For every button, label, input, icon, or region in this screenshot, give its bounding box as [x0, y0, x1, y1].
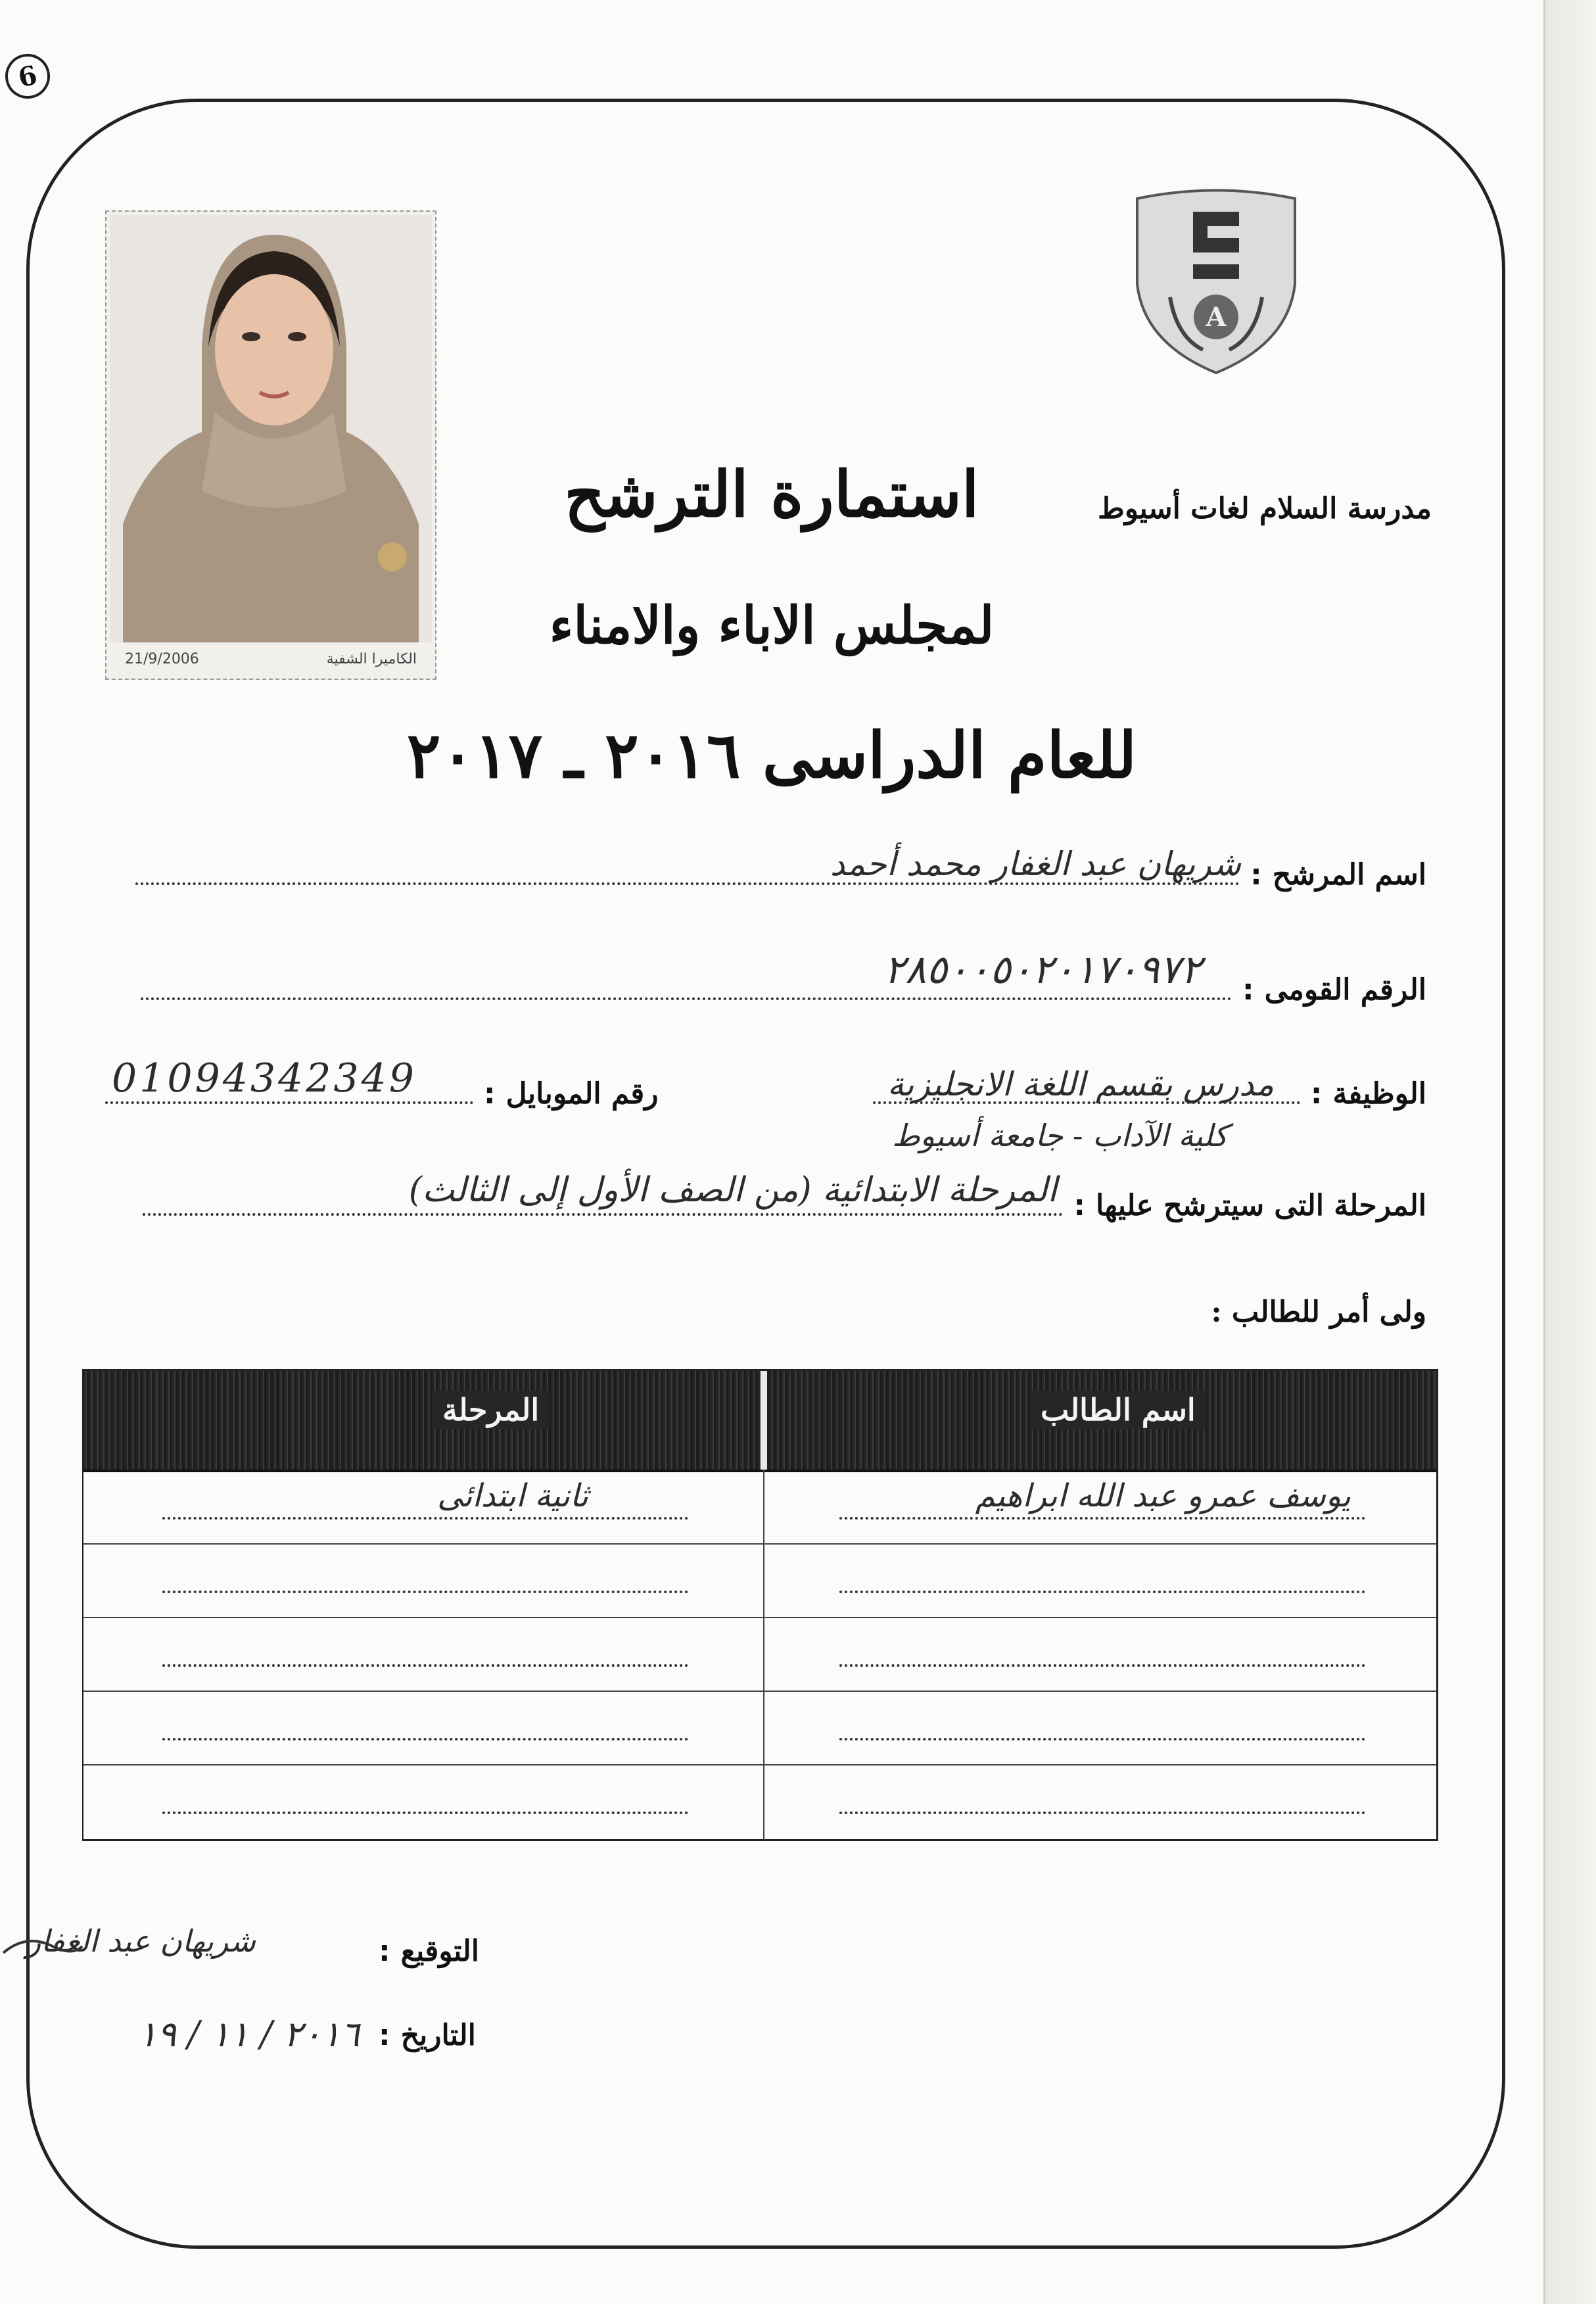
job-field: الوظيفة : — [873, 1077, 1426, 1111]
date-label: التاريخ — [400, 2019, 476, 2052]
stage-value: المرحلة الابتدائية (من الصف الأول إلى الثالث) — [408, 1170, 1057, 1210]
portrait-image — [110, 215, 432, 642]
national-id-value: ٢٨٥٠٠٥٠٢٠١٧٠٩٧٢ — [883, 947, 1202, 993]
signature-label: التوقيع — [400, 1934, 479, 1968]
school-name: مدرسة السلام لغات أسيوط — [1098, 492, 1432, 525]
candidate-name-label: اسم المرشح — [1272, 858, 1426, 892]
job-label: الوظيفة — [1332, 1077, 1426, 1111]
stage-cell[interactable] — [162, 1659, 688, 1667]
stage-label: المرحلة التى سيترشح عليها — [1096, 1189, 1426, 1222]
school-logo — [1131, 185, 1302, 376]
candidate-name-value: شريهان عبد الغفار محمد أحمد — [830, 845, 1241, 883]
signature-flourish — [0, 1927, 85, 1979]
national-id-field: الرقم القومى : — [141, 973, 1426, 1007]
job-value-line2: كلية الآداب - جامعة أسيوط — [892, 1118, 1228, 1153]
guardian-field — [1211, 1295, 1426, 1329]
stage-cell[interactable] — [162, 1733, 688, 1740]
page-number: 6 — [1, 50, 55, 103]
stage-value: ثانية ابتدائى — [437, 1477, 588, 1514]
form-subtitle: لمجلس الاباء والامناء — [549, 596, 995, 656]
table-header — [83, 1371, 1436, 1472]
table-row — [83, 1691, 1436, 1765]
header-stage: المرحلة — [432, 1391, 550, 1429]
student-name-cell[interactable] — [839, 1806, 1365, 1814]
job-value: مدرس بقسم اللغة الانجليزية — [887, 1065, 1274, 1103]
form-title: استمارة الترشح — [564, 457, 979, 531]
table-row — [83, 1617, 1436, 1692]
student-name-value: يوسف عمرو عبد الله ابراهيم — [975, 1477, 1351, 1514]
stage-cell[interactable] — [162, 1806, 688, 1814]
students-table — [82, 1369, 1438, 1841]
photo-studio-label: الكاميرا الشفية — [326, 651, 417, 667]
signature-value: شريهان عبد الغفار — [26, 1923, 256, 1959]
mobile-field: رقم الموبايل : — [105, 1077, 659, 1111]
national-id-label: الرقم القومى — [1264, 973, 1426, 1007]
logo-letter: A — [1206, 302, 1227, 333]
table-body — [83, 1470, 1436, 1839]
candidate-name-field: اسم المرشح : — [135, 858, 1426, 892]
mobile-value: 01094342349 — [112, 1055, 417, 1101]
mobile-label: رقم الموبايل — [505, 1077, 659, 1111]
stage-cell[interactable] — [162, 1512, 688, 1520]
table-row — [83, 1470, 1436, 1545]
date-field: التاريخ : — [379, 2019, 476, 2052]
table-row — [83, 1764, 1436, 1838]
academic-year: للعام الدراسى ٢٠١٦ ـ ٢٠١٧ — [406, 718, 1137, 792]
header-student-name: اسم الطالب — [1030, 1391, 1206, 1429]
date-value: ٢٠١٦ / ١١ / ١٩ — [138, 2013, 360, 2055]
signature-field: التوقيع : — [379, 1934, 479, 1968]
scanned-page-edge — [1543, 0, 1596, 2304]
student-name-cell[interactable] — [839, 1659, 1365, 1667]
stage-field: المرحلة التى سيترشح عليها : — [143, 1189, 1426, 1222]
guardian-label: ولى أمر للطالب : — [1211, 1295, 1426, 1329]
student-name-cell[interactable] — [839, 1585, 1365, 1593]
stage-cell[interactable] — [162, 1585, 688, 1593]
photo-date: 21/9/2006 — [125, 651, 199, 667]
student-name-cell[interactable] — [839, 1733, 1365, 1740]
table-row — [83, 1543, 1436, 1618]
